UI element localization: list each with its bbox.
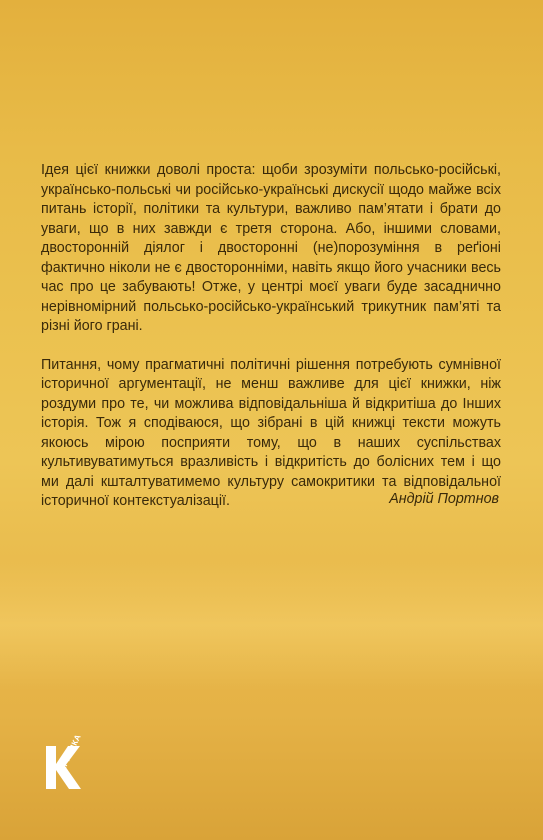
blurb-paragraph-1: Ідея цієї книжки доволі проста: щоби зрозуміти польсько-російські, українсько-польські чи російсько-українські дискусії щодо майже всіх питань історії, політики та культури, важливо пам’ятати і брати до уваги, що в них завжди є третя сторона. Або, іншими словами, двосторонній діялог і двосторонні (не)порозуміння в реґіоні фактично ніколи не є двосторонніми, навіть якщо його учасники весь час про це забувають! Отже, у центрі моєї уваги буде засаднично нерівномірний польсько-російсько-український трикутник пам’яті та різні його грані. <box>41 162 501 334</box>
blurb-paragraph-2: Питання, чому прагматичні політичні рішення потребують сумнівної історичної аргументації, не менш важливе для цієї книжки, ніж роздуми про те, чи можлива відповідальніша й відкритіша до Інших історія. Тож я сподіваюся, що зібрані в цій книжці тексти можуть якоюсь мірою посприяти тому, що в наших суспільствах культивуватимуться вразливість і відкритість до болісних тем і що ми далі кшталтуватимемо культуру самокритики та відповідальної історичної контекстуалізації. <box>41 356 501 509</box>
author-signature: Андрій Портнов <box>389 491 499 507</box>
publisher-name: КРИТИКА <box>57 732 83 773</box>
blurb-text <box>41 161 501 512</box>
background-glow <box>0 560 543 690</box>
publisher-logo <box>44 732 108 792</box>
